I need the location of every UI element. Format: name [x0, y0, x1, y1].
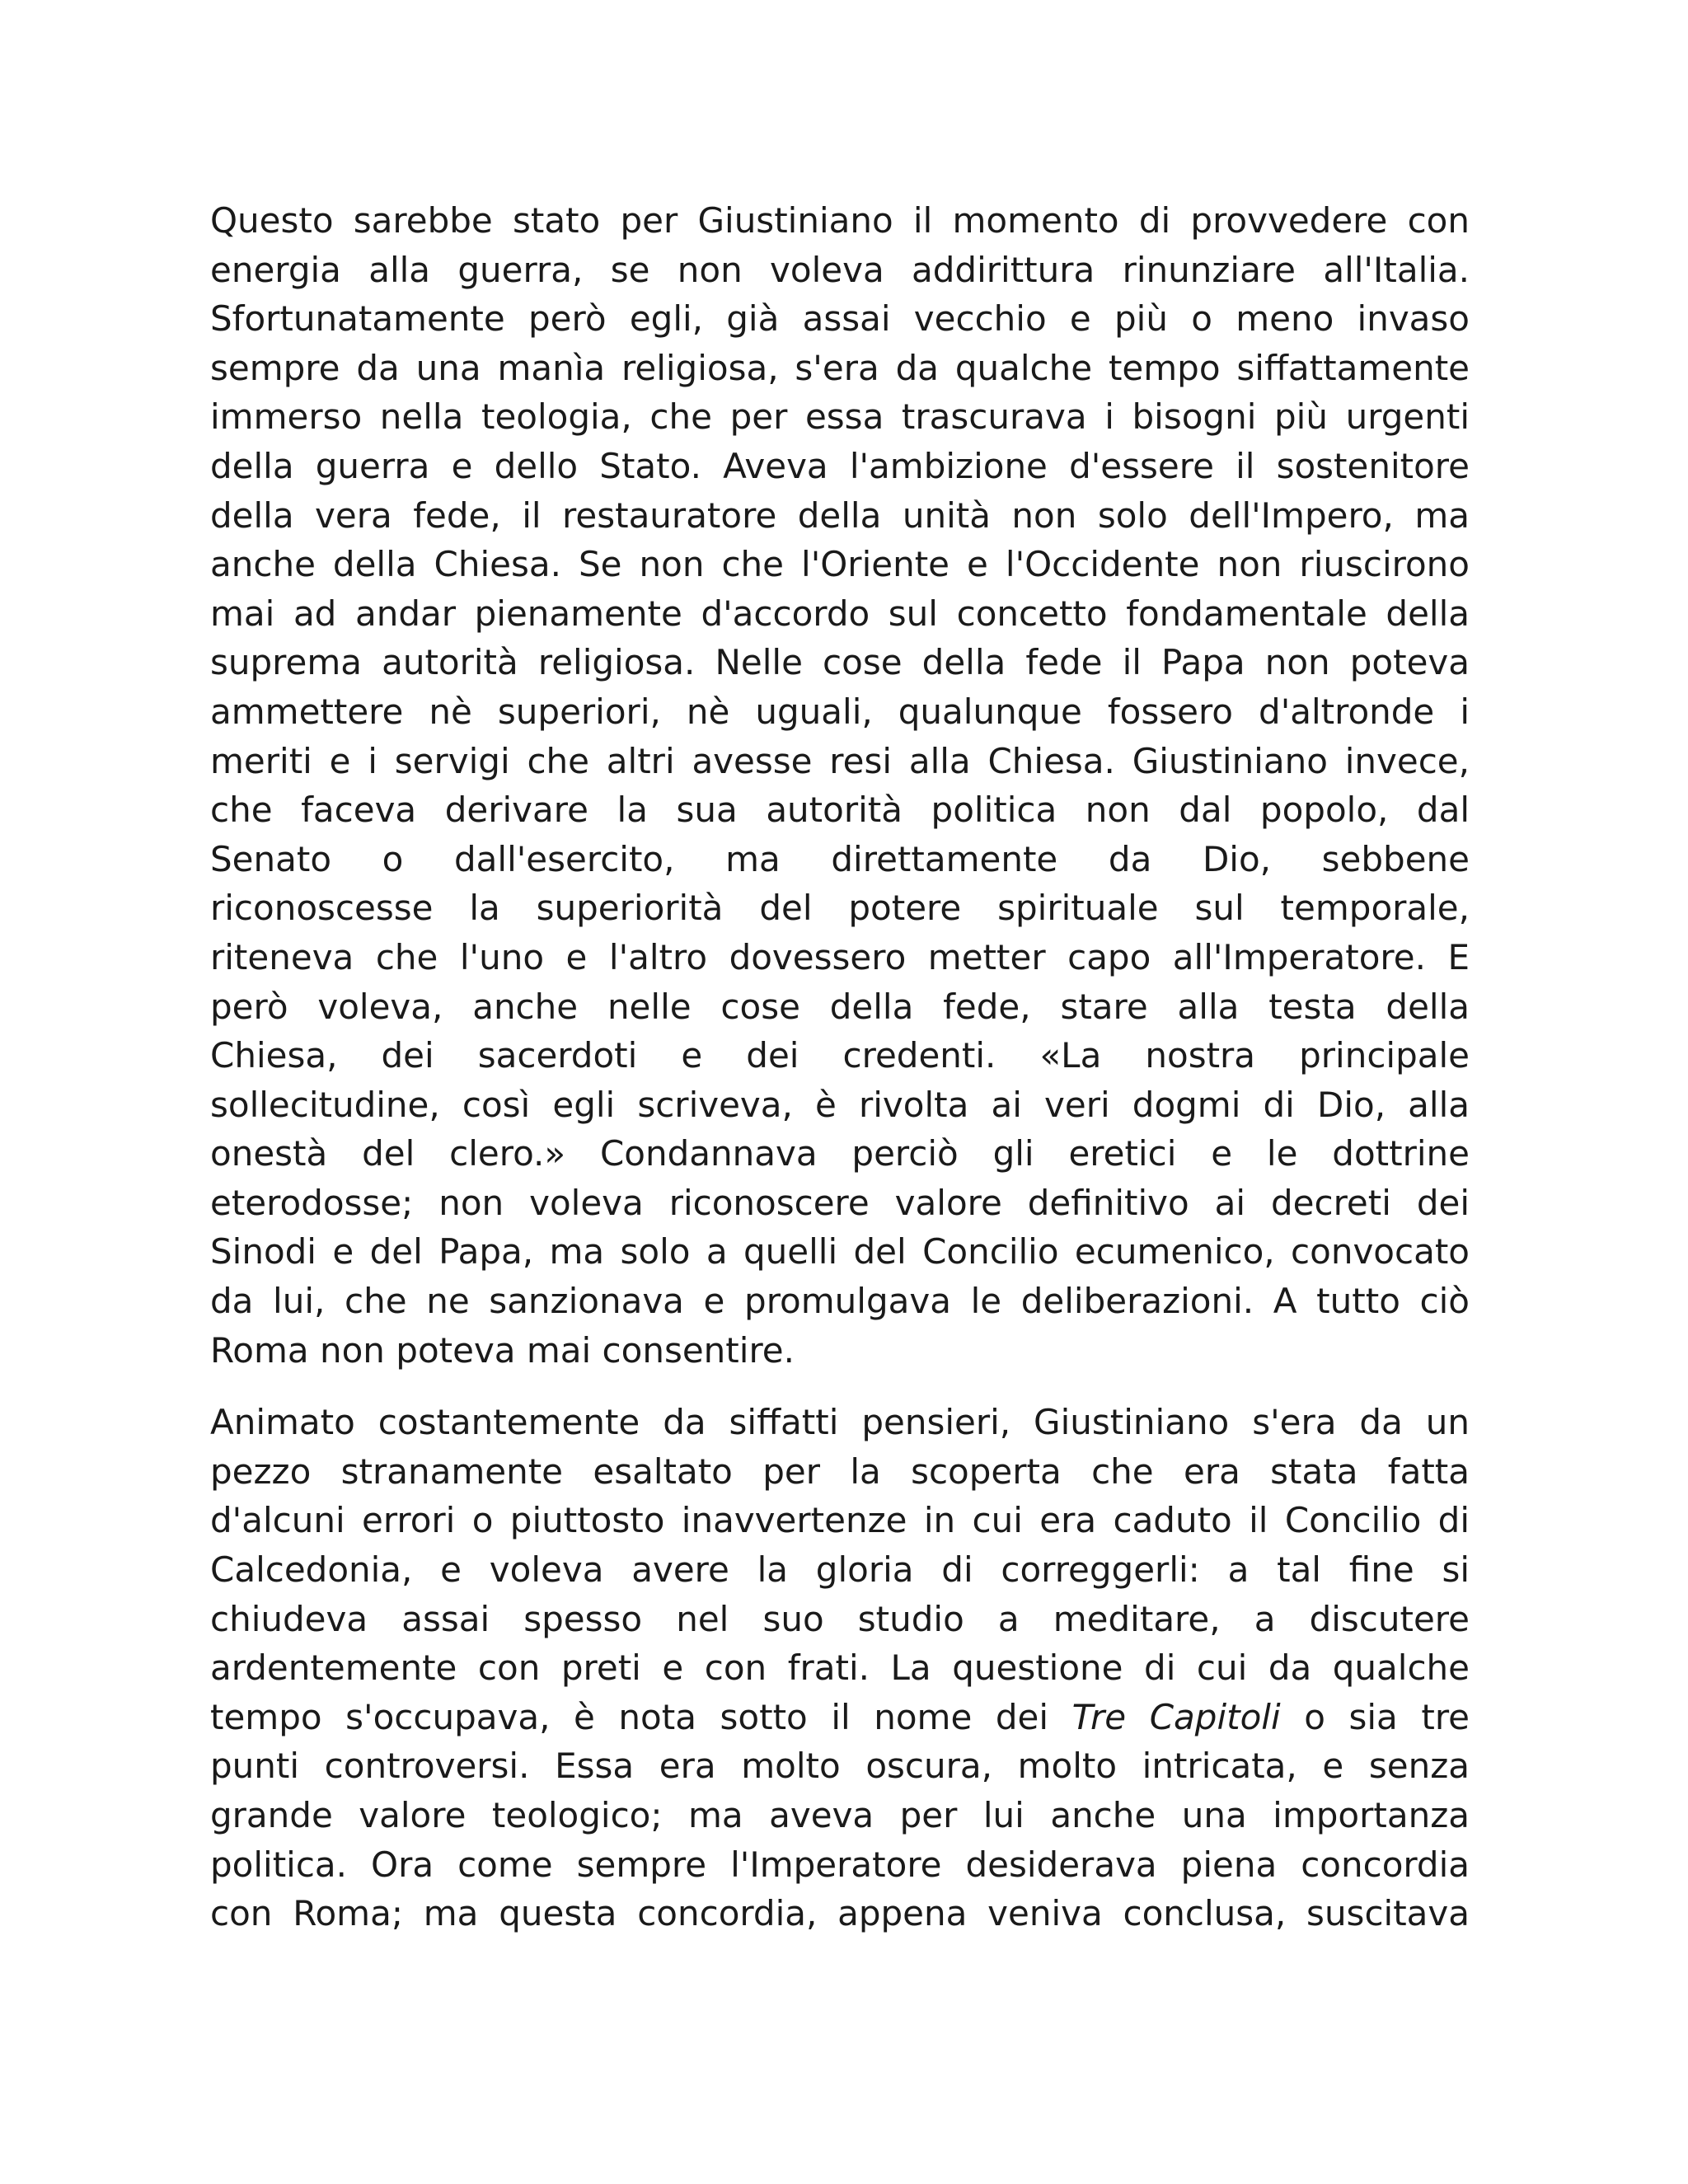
- text-line: Questo sarebbe stato per Giustiniano il momento di provvedere con: [210, 200, 1470, 241]
- text-line: anche della Chiesa. Se non che l'Oriente e l'Occidente non riuscirono: [210, 544, 1470, 585]
- text-line: Senato o dall'esercito, ma direttamente da Dio, sebbene: [210, 838, 1470, 879]
- text-line: Sfortunatamente però egli, già assai vecchio e più o meno invaso: [210, 298, 1470, 340]
- text-line: Chiesa, dei sacerdoti e dei credenti. «La nostra principale: [210, 1035, 1470, 1076]
- text-line: politica. Ora come sempre l'Imperatore desiderava piena concordia: [210, 1844, 1470, 1885]
- paragraph-1: [210, 196, 1470, 1375]
- text-line: mai ad andar pienamente d'accordo sul concetto fondamentale della: [210, 593, 1470, 634]
- paragraph-2: [210, 1398, 1470, 1938]
- text-line: chiudeva assai spesso nel suo studio a meditare, a discutere: [210, 1598, 1470, 1639]
- text-line: onestà del clero.» Condannava perciò gli eretici e le dottrine: [210, 1133, 1470, 1174]
- text-line: Sinodi e del Papa, ma solo a quelli del Concilio ecumenico, convocato: [210, 1231, 1470, 1272]
- text-line: ardentemente con preti e con frati. La questione di cui da qualche: [210, 1647, 1470, 1689]
- text-fragment: tempo s'occupava, è nota sotto il nome dei: [210, 1696, 1072, 1737]
- text-line: pezzo stranamente esaltato per la scoperta che era stata fatta: [210, 1451, 1470, 1492]
- text-line: però voleva, anche nelle cose della fede, stare alla testa della: [210, 986, 1470, 1027]
- text-line: della guerra e dello Stato. Aveva l'ambizione d'essere il sostenitore: [210, 445, 1470, 486]
- document-page: [210, 196, 1470, 1938]
- text-line: della vera fede, il restauratore della unità non solo dell'Impero, ma: [210, 494, 1470, 536]
- text-line: riconoscesse la superiorità del potere spirituale sul temporale,: [210, 888, 1470, 929]
- text-line: meriti e i servigi che altri avesse resi alla Chiesa. Giustiniano invece,: [210, 740, 1470, 781]
- text-line: grande valore teologico; ma aveva per lui anche una importanza: [210, 1795, 1470, 1835]
- text-line: con Roma; ma questa concordia, appena veniva conclusa, suscitava: [210, 1893, 1470, 1934]
- text-line: suprema autorità religiosa. Nelle cose della fede il Papa non poteva: [210, 642, 1470, 683]
- text-line: Calcedonia, e voleva avere la gloria di correggerli: a tal fine si: [210, 1549, 1470, 1591]
- text-line: [210, 1693, 1470, 1742]
- text-line: immerso nella teologia, che per essa trascurava i bisogni più urgenti: [210, 396, 1470, 438]
- text-line: che faceva derivare la sua autorità politica non dal popolo, dal: [210, 790, 1470, 831]
- text-line: d'alcuni errori o piuttosto inavvertenze in cui era caduto il Concilio di: [210, 1500, 1470, 1541]
- text-line: sempre da una manìa religiosa, s'era da qualche tempo siffattamente: [210, 347, 1470, 388]
- text-line: punti controversi. Essa era molto oscura, molto intricata, e senza: [210, 1746, 1470, 1787]
- text-line: riteneva che l'uno e l'altro dovessero metter capo all'Imperatore. E: [210, 936, 1470, 977]
- text-line: da lui, che ne sanzionava e promulgava le deliberazioni. A tutto ciò: [210, 1281, 1470, 1322]
- text-line: energia alla guerra, se non voleva addirittura rinunziare all'Italia.: [210, 249, 1470, 290]
- text-fragment: o sia tre: [1280, 1696, 1470, 1737]
- text-line: sollecitudine, così egli scriveva, è rivolta ai veri dogmi di Dio, alla: [210, 1084, 1470, 1125]
- text-line: Roma non poteva mai consentire.: [210, 1329, 795, 1371]
- text-line: Animato costantemente da siffatti pensieri, Giustiniano s'era da un: [210, 1402, 1470, 1443]
- text-line: ammettere nè superiori, nè uguali, qualunque fossero d'altronde i: [210, 691, 1470, 732]
- italic-title: Tre Capitoli: [1071, 1696, 1281, 1737]
- text-line: eterodosse; non voleva riconoscere valore definitivo ai decreti dei: [210, 1182, 1470, 1223]
